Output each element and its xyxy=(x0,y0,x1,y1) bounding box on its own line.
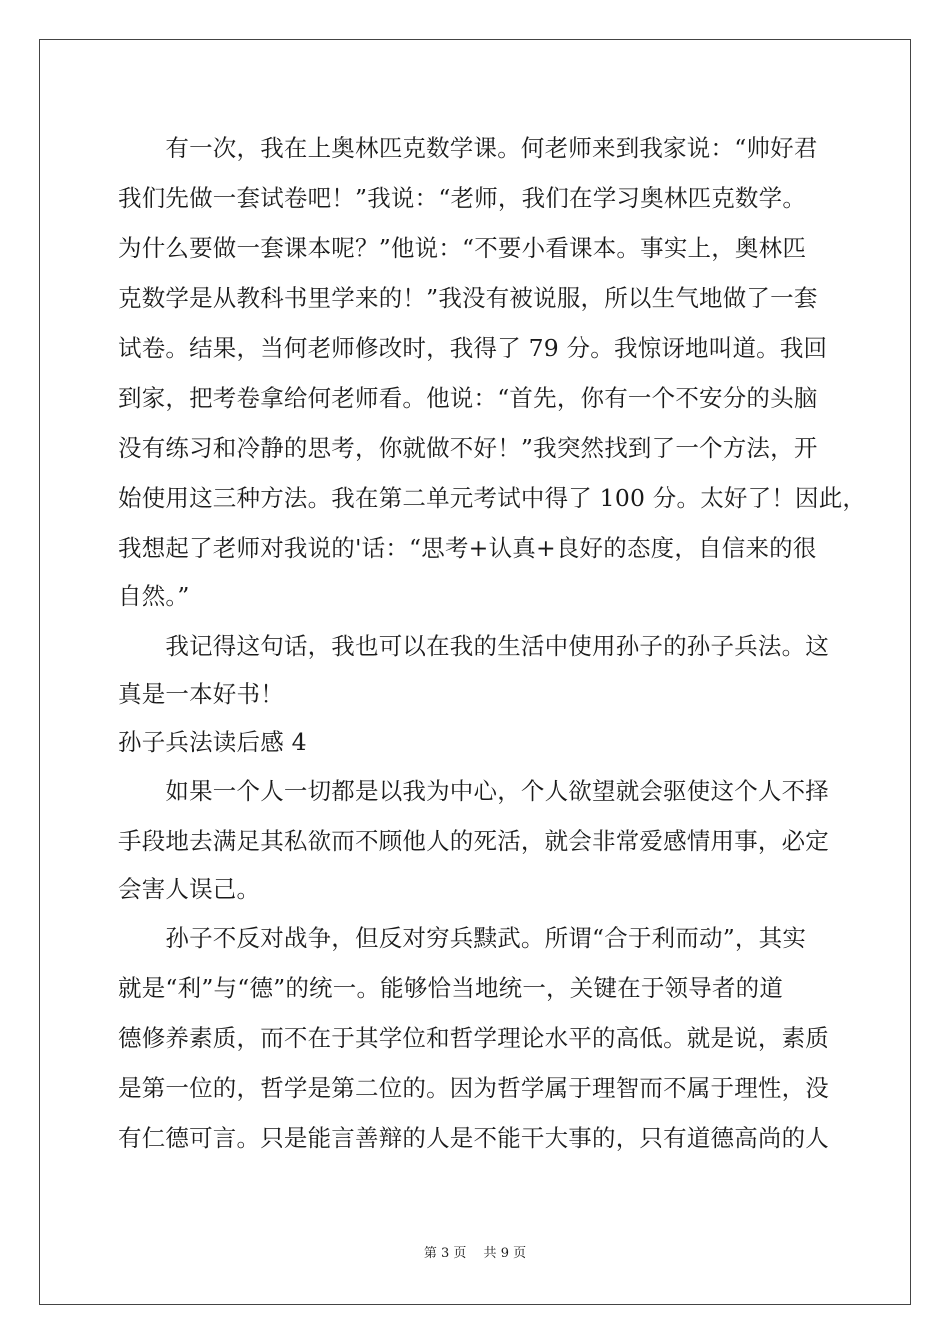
text-line: 德修养素质，而不在于其学位和哲学理论水平的高低。就是说，素质 xyxy=(118,1024,829,1052)
text-line: 到家，把考卷拿给何老师看。他说：“首先，你有一个不安分的头脑 xyxy=(118,384,818,412)
text-line: 手段地去满足其私欲而不顾他人的死活，就会非常爱感情用事，必定 xyxy=(118,827,829,855)
text-line: 克数学是从教科书里学来的！”我没有被说服，所以生气地做了一套 xyxy=(118,284,818,312)
page-border xyxy=(39,39,911,1305)
text-line: 就是“利”与“德”的统一。能够恰当地统一，关键在于领导者的道 xyxy=(118,974,784,1002)
text-line: 孙子不反对战争，但反对穷兵黩武。所谓“合于利而动”，其实 xyxy=(118,924,807,952)
text-line: 会害人误己。 xyxy=(118,875,261,903)
page-number: 第 3 页 共 9 页 xyxy=(423,1246,527,1261)
text-line: 我记得这句话，我也可以在我的生活中使用孙子的孙子兵法。这 xyxy=(118,632,829,660)
text-line: 如果一个人一切都是以我为中心，个人欲望就会驱使这个人不择 xyxy=(118,777,829,805)
section-heading: 孙子兵法读后感 4 xyxy=(118,728,307,756)
text-line: 试卷。结果，当何老师修改时，我得了 79 分。我惊讶地叫道。我回 xyxy=(118,334,828,362)
text-line: 始使用这三种方法。我在第二单元考试中得了 100 分。太好了！因此， xyxy=(118,484,867,512)
text-line: 是第一位的，哲学是第二位的。因为哲学属于理智而不属于理性，没 xyxy=(118,1074,829,1102)
text-line: 真是一本好书！ xyxy=(118,680,284,708)
text-line: 有仁德可言。只是能言善辩的人是不能干大事的，只有道德高尚的人 xyxy=(118,1124,829,1152)
text-line: 自然。” xyxy=(118,582,190,610)
text-line: 我们先做一套试卷吧！”我说：“老师，我们在学习奥林匹克数学。 xyxy=(118,184,807,212)
text-line: 为什么要做一套课本呢？”他说：“不要小看课本。事实上，奥林匹 xyxy=(118,234,807,262)
text-line: 没有练习和冷静的思考，你就做不好！”我突然找到了一个方法，开 xyxy=(118,434,818,462)
text-line: 我想起了老师对我说的'话：“思考+认真+良好的态度，自信来的很 xyxy=(118,534,817,562)
text-line: 有一次，我在上奥林匹克数学课。何老师来到我家说：“帅好君 xyxy=(118,134,818,162)
